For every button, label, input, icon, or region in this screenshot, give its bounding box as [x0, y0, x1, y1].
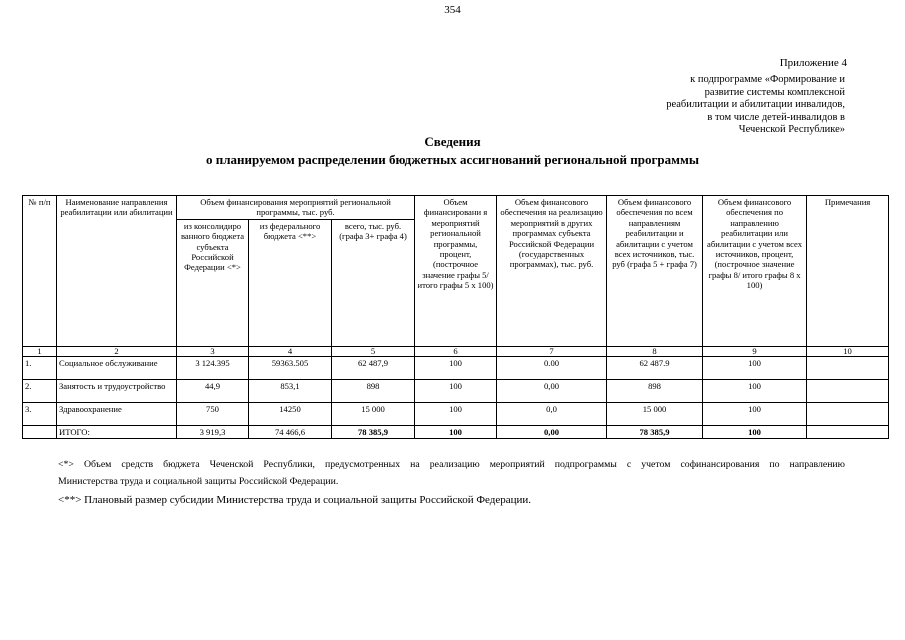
row-federal: 853,1 [249, 380, 332, 403]
row-notes [807, 380, 889, 403]
total-num [23, 426, 57, 439]
subprogram-reference [666, 74, 845, 137]
footnote-1-continuation: Министерства труда и социальной защиты Российской Федерации. [58, 476, 339, 487]
table-row [23, 403, 889, 426]
row-direction-pct: 100 [703, 403, 807, 426]
row-total: 15 000 [332, 403, 415, 426]
footnote-1: <*> Объем средств бюджета Чеченской Республики, предусмотренных на реализацию мероприятий подпрограммы с учетом софинансирования по направлению [58, 459, 845, 470]
row-total: 62 487,9 [332, 357, 415, 380]
total-row [23, 426, 889, 439]
row-notes [807, 357, 889, 380]
header-name: Наименование направления реабилитации или абилитации [57, 196, 177, 347]
total-federal: 74 466,6 [249, 426, 332, 439]
subprogram-line: реабилитации и абилитации инвалидов, [666, 99, 845, 110]
table-row [23, 380, 889, 403]
row-federal: 59363.505 [249, 357, 332, 380]
row-direction-pct: 100 [703, 357, 807, 380]
row-direction-pct: 100 [703, 380, 807, 403]
row-volume-pct: 100 [415, 357, 497, 380]
column-number: 6 [415, 347, 497, 357]
column-number: 3 [177, 347, 249, 357]
row-volume-pct: 100 [415, 403, 497, 426]
header-other-programs: Объем финансового обеспечения на реализацию мероприятий в других программах субъекта Российской Федерации (государственных программах), тыс. руб. [497, 196, 607, 347]
row-name: Занятость и трудоустройство [57, 380, 177, 403]
row-total: 898 [332, 380, 415, 403]
row-num: 1. [23, 357, 57, 380]
header-federal: из федерального бюджета <**> [249, 219, 332, 346]
document-subtitle: о планируемом распределении бюджетных ассигнований региональной программы [206, 152, 699, 167]
document-title: Сведения [424, 134, 481, 149]
row-other-programs: 0,0 [497, 403, 607, 426]
row-consolidated: 750 [177, 403, 249, 426]
total-other-programs: 0,00 [497, 426, 607, 439]
row-notes [807, 403, 889, 426]
header-volume-pct: Объем финансировани я мероприятий региональной программы, процент, (построчное значение графы 5/ итого графы 5 х 100) [415, 196, 497, 347]
column-number: 4 [249, 347, 332, 357]
row-all-sources: 62 487.9 [607, 357, 703, 380]
appendix-label: Приложение 4 [779, 57, 847, 69]
header-all-sources: Объем финансового обеспечения по всем направлениям реабилитации и абилитации с учетом всех источников, тыс. руб (графа 5 + графа 7) [607, 196, 703, 347]
subprogram-line: к подпрограмме «Формирование и [690, 74, 845, 85]
column-number: 5 [332, 347, 415, 357]
row-all-sources: 15 000 [607, 403, 703, 426]
budget-allocation-table [22, 195, 889, 439]
total-all-sources: 78 385,9 [607, 426, 703, 439]
column-number: 2 [57, 347, 177, 357]
row-other-programs: 0,00 [497, 380, 607, 403]
subprogram-line: Чеченской Республике» [738, 124, 845, 135]
header-consolidated: из консолидиро ванного бюджета субъекта Российской Федерации <*> [177, 219, 249, 346]
row-num: 2. [23, 380, 57, 403]
total-volume-pct: 100 [415, 426, 497, 439]
header-total: всего, тыс. руб. (графа 3+ графа 4) [332, 219, 415, 346]
table-row [23, 357, 889, 380]
page-number: 354 [444, 4, 461, 16]
header-direction-pct: Объем финансового обеспечения по направлению реабилитации или абилитации с учетом всех источников, процент, (построчное значение графы 8/ итого графы 8 х 100) [703, 196, 807, 347]
row-all-sources: 898 [607, 380, 703, 403]
header-notes: Примечания [807, 196, 889, 347]
total-consolidated: 3 919,3 [177, 426, 249, 439]
column-number: 7 [497, 347, 607, 357]
footnote-2: <**> Плановый размер субсидии Министерства труда и социальной защиты Российской Федерации. [58, 494, 532, 506]
column-number: 8 [607, 347, 703, 357]
column-number: 10 [807, 347, 889, 357]
column-number: 9 [703, 347, 807, 357]
row-federal: 14250 [249, 403, 332, 426]
total-notes [807, 426, 889, 439]
column-number: 1 [23, 347, 57, 357]
total-label: ИТОГО: [57, 426, 177, 439]
total-total: 78 385,9 [332, 426, 415, 439]
column-numbers-row [23, 347, 889, 357]
row-name: Социальное обслуживание [57, 357, 177, 380]
row-volume-pct: 100 [415, 380, 497, 403]
row-name: Здравоохранение [57, 403, 177, 426]
subprogram-line: развитие системы комплексной [704, 86, 845, 98]
row-other-programs: 0.00 [497, 357, 607, 380]
total-direction-pct: 100 [703, 426, 807, 439]
row-consolidated: 44,9 [177, 380, 249, 403]
subprogram-line: в том числе детей-инвалидов в [707, 111, 845, 123]
header-num: № п/п [23, 196, 57, 347]
row-num: 3. [23, 403, 57, 426]
row-consolidated: 3 124.395 [177, 357, 249, 380]
header-volume-group: Объем финансирования мероприятий региональной программы, тыс. руб. [177, 196, 415, 220]
